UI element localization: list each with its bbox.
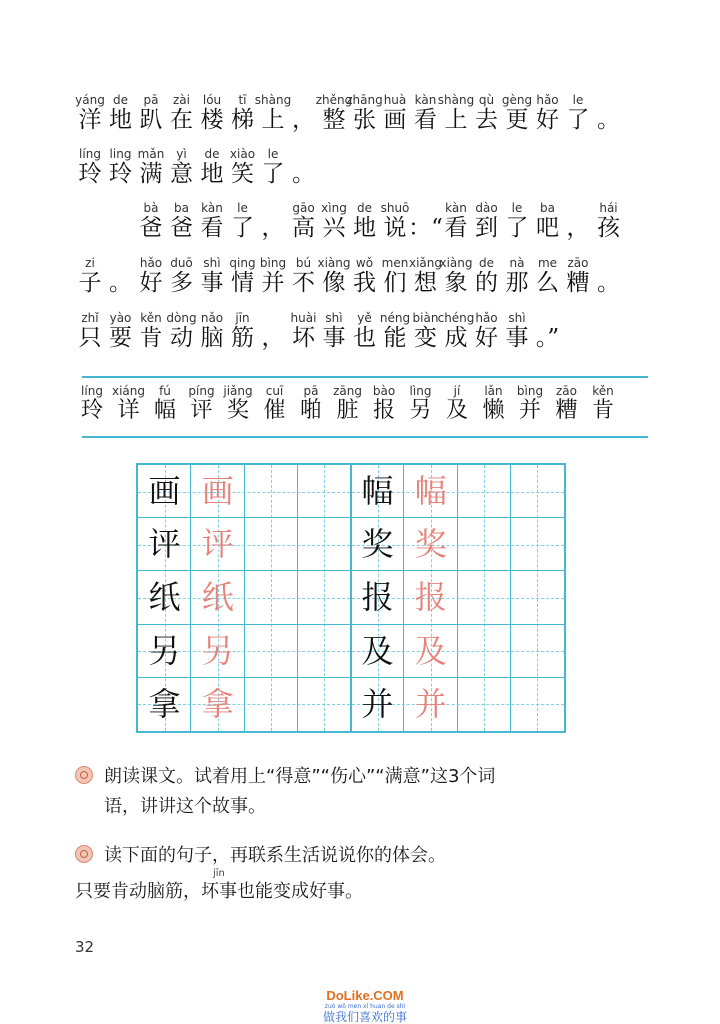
model-character: 并 <box>361 684 394 723</box>
pinyin: de <box>357 201 372 215</box>
pinyin: zhǐ <box>81 311 99 325</box>
hanzi: 了 <box>231 215 254 241</box>
trace-character: 报 <box>414 578 447 617</box>
hanzi: 看 <box>444 215 468 241</box>
hanzi: 像 <box>322 270 346 296</box>
new-word-pinyin: zāng <box>333 384 362 398</box>
pinyin: chéng <box>437 311 475 325</box>
hanzi: 上 <box>261 107 285 133</box>
pinyin: le <box>511 201 523 215</box>
pinyin: hǎo <box>536 93 559 107</box>
hanzi: 整 <box>322 107 346 133</box>
hanzi: 玲 <box>78 161 102 187</box>
hanzi: 了 <box>261 161 285 187</box>
pinyin: xiàng <box>439 256 473 270</box>
hanzi: 。 <box>109 270 132 296</box>
task-bullet-icon <box>75 766 93 784</box>
pinyin: gèng <box>501 93 533 107</box>
hanzi: 那 <box>505 270 529 296</box>
pinyin: kàn <box>414 93 437 107</box>
pinyin: bà <box>143 201 159 215</box>
task-1-line-2: 语，讲讲这个故事。 <box>104 796 266 817</box>
new-word-pinyin: pā <box>303 384 319 398</box>
hanzi: ：“ <box>408 215 443 241</box>
new-word-hanzi: 另 <box>409 398 432 423</box>
new-word-hanzi: 玲 <box>80 398 103 423</box>
hanzi: 多 <box>170 270 193 296</box>
task-2-line-2: 只要肯动脑筋，坏事也能变成好事。 <box>75 881 363 902</box>
new-word-hanzi: 详 <box>117 398 140 423</box>
trace-character: 纸 <box>201 578 234 617</box>
pinyin: shuō <box>380 201 410 215</box>
new-word-hanzi: 懒 <box>482 398 505 423</box>
new-word-pinyin: kěn <box>592 384 614 398</box>
new-words-top-rule <box>82 376 648 378</box>
hanzi: 好 <box>475 325 498 351</box>
pinyin: men <box>381 256 409 270</box>
model-character: 幅 <box>361 472 394 510</box>
new-word-hanzi: 催 <box>263 398 286 423</box>
pinyin: yì <box>176 147 187 161</box>
hanzi: 笑 <box>231 161 254 187</box>
hanzi: 趴 <box>139 107 163 133</box>
pinyin: zhāng <box>346 93 383 107</box>
pinyin: qing <box>229 256 256 270</box>
hanzi: 好 <box>139 270 163 296</box>
pinyin: le <box>572 93 584 107</box>
pinyin: shì <box>325 311 343 325</box>
new-word-hanzi: 啪 <box>299 398 322 423</box>
new-word-pinyin: cuī <box>265 384 284 398</box>
dolike-logo <box>300 988 430 1024</box>
new-word-pinyin: zāo <box>556 384 577 398</box>
hanzi: 要 <box>109 325 132 351</box>
new-word-pinyin: jí <box>453 384 461 398</box>
hanzi: 去 <box>475 107 498 133</box>
hanzi: 我 <box>353 270 376 296</box>
new-word-hanzi: 并 <box>518 398 541 423</box>
hanzi: 画 <box>383 107 407 133</box>
hanzi: 们 <box>383 270 407 296</box>
new-word-pinyin: bào <box>372 384 396 398</box>
pinyin: líng <box>79 147 101 161</box>
trace-character: 奖 <box>414 525 447 564</box>
new-word-hanzi: 脏 <box>336 398 359 423</box>
trace-character: 幅 <box>414 472 447 510</box>
new-word-hanzi: 报 <box>372 398 395 423</box>
hanzi: 。 <box>597 270 620 296</box>
model-character: 奖 <box>361 525 394 564</box>
pinyin: me <box>537 256 558 270</box>
pinyin: gāo <box>292 201 315 215</box>
pinyin: hái <box>599 201 618 215</box>
trace-character: 并 <box>414 684 447 723</box>
hanzi: 肯 <box>139 325 163 351</box>
hanzi: 。 <box>597 107 620 133</box>
trace-character: 及 <box>414 631 447 670</box>
pinyin: shàng <box>254 93 292 107</box>
pinyin: yáng <box>75 93 105 107</box>
hanzi: 不 <box>292 270 315 296</box>
hanzi: ， <box>261 325 285 351</box>
pinyin: ba <box>540 201 555 215</box>
pinyin: kàn <box>201 201 223 215</box>
new-word-hanzi: 糟 <box>555 398 578 423</box>
hanzi: 意 <box>170 161 193 187</box>
hanzi: 看 <box>200 215 224 241</box>
new-word-pinyin: líng <box>81 384 103 398</box>
new-word-hanzi: 幅 <box>153 398 176 423</box>
hanzi: 象 <box>444 270 468 296</box>
task-1-line-1: 朗读课文。试着用上“得意”“伤心”“满意”这3个词 <box>104 766 496 787</box>
pinyin: bìng <box>259 256 287 270</box>
pinyin: ba <box>174 201 189 215</box>
pinyin: hǎo <box>475 311 498 325</box>
hanzi: 地 <box>109 107 132 133</box>
hanzi: 更 <box>505 107 529 133</box>
hanzi: 子 <box>78 270 102 296</box>
pinyin: huài <box>290 311 317 325</box>
pinyin: tī <box>238 93 247 107</box>
model-character: 评 <box>148 525 181 564</box>
hanzi: ， <box>292 107 315 133</box>
pinyin: xiào <box>229 147 256 161</box>
hanzi: 爸 <box>170 215 193 241</box>
passage-line <box>0 311 720 377</box>
pinyin: dào <box>475 201 498 215</box>
hanzi: 洋 <box>78 107 102 133</box>
hanzi: 并 <box>261 270 285 296</box>
pinyin: dòng <box>166 311 197 325</box>
hanzi: 楼 <box>200 107 224 133</box>
pinyin: shì <box>508 311 526 325</box>
hanzi: 高 <box>292 215 315 241</box>
pinyin: nà <box>509 256 525 270</box>
hanzi: 情 <box>231 270 254 296</box>
pinyin: jīn <box>235 311 250 325</box>
pinyin: xìng <box>321 201 347 215</box>
pinyin: yě <box>357 311 372 325</box>
hanzi: 也 <box>353 325 376 351</box>
new-word-pinyin: fú <box>159 384 171 398</box>
pinyin: yào <box>109 311 132 325</box>
hanzi: 地 <box>200 161 224 187</box>
pinyin: kěn <box>140 311 162 325</box>
new-word-hanzi: 及 <box>445 398 468 423</box>
hanzi: 筋 <box>231 325 254 351</box>
hanzi: 张 <box>353 107 376 133</box>
pinyin: lóu <box>202 93 222 107</box>
hanzi: ， <box>566 215 590 241</box>
hanzi: 变 <box>414 325 437 351</box>
new-word-pinyin: xiáng <box>111 384 145 398</box>
pinyin: biàn <box>412 311 439 325</box>
hanzi: 的 <box>475 270 498 296</box>
hanzi: 只 <box>78 325 102 351</box>
hanzi: 坏 <box>292 325 315 351</box>
hanzi: 上 <box>444 107 468 133</box>
hanzi: 吧 <box>536 215 559 241</box>
hanzi: 。” <box>535 325 560 351</box>
page-number: 32 <box>75 938 95 956</box>
new-word-hanzi: 肯 <box>591 398 614 423</box>
hanzi: 兴 <box>322 215 346 241</box>
hanzi: 么 <box>536 270 559 296</box>
new-word-pinyin: lìng <box>409 384 432 398</box>
model-character: 画 <box>148 472 181 510</box>
new-word-hanzi: 奖 <box>226 398 249 423</box>
hanzi: 事 <box>505 325 529 351</box>
hanzi: 好 <box>536 107 559 133</box>
pinyin: mǎn <box>137 147 165 161</box>
pinyin: le <box>237 201 248 215</box>
pinyin: xiǎng <box>408 256 442 270</box>
pinyin: nǎo <box>200 311 224 325</box>
pinyin: zhěng <box>315 93 353 107</box>
new-word-pinyin: bìng <box>516 384 544 398</box>
hanzi: 在 <box>170 107 193 133</box>
pinyin: duō <box>170 256 193 270</box>
model-character: 拿 <box>148 684 181 723</box>
pinyin: hǎo <box>139 256 163 270</box>
model-character: 报 <box>361 578 394 617</box>
task-2-line-1: 读下面的句子，再联系生活说说你的体会。 <box>104 845 446 866</box>
hanzi: 地 <box>353 215 376 241</box>
pinyin: huà <box>383 93 407 107</box>
model-character: 纸 <box>148 578 181 617</box>
pinyin: le <box>267 147 279 161</box>
hanzi: 动 <box>170 325 193 351</box>
new-words-bottom-rule <box>82 436 648 438</box>
pinyin: qù <box>478 93 495 107</box>
logo-tagline: 做我们喜欢的事 <box>322 1010 407 1024</box>
hanzi: 爸 <box>139 215 163 241</box>
trace-character: 画 <box>201 472 234 510</box>
model-character: 另 <box>148 631 181 670</box>
trace-character: 拿 <box>201 684 234 723</box>
hanzi: 了 <box>566 107 590 133</box>
pinyin: zi <box>85 256 95 270</box>
logo-main: DoLike.COM <box>326 988 404 1003</box>
pinyin: wǒ <box>355 256 374 270</box>
model-character: 及 <box>361 631 394 670</box>
pinyin: néng <box>379 311 411 325</box>
pinyin: bú <box>295 256 312 270</box>
new-word-hanzi: 评 <box>190 398 213 423</box>
logo-tagline-pinyin: zuò wǒ men xǐ huan de shì <box>324 1003 406 1010</box>
pinyin: xiàng <box>317 256 351 270</box>
pinyin: zài <box>173 93 190 107</box>
hanzi: 到 <box>475 215 498 241</box>
pinyin: kàn <box>445 201 467 215</box>
hanzi: 梯 <box>231 107 254 133</box>
hanzi: 事 <box>200 270 224 296</box>
pinyin: zāo <box>567 256 589 270</box>
hanzi: 了 <box>505 215 529 241</box>
hanzi: ， <box>261 215 285 241</box>
hanzi: 满 <box>139 161 163 187</box>
hanzi: 。 <box>292 161 315 187</box>
hanzi: 事 <box>322 325 346 351</box>
pinyin: ling <box>109 147 132 161</box>
pinyin: pā <box>143 93 159 107</box>
hanzi: 糟 <box>566 270 590 296</box>
new-word-pinyin: jiǎng <box>223 384 253 398</box>
new-word-pinyin: píng <box>188 384 215 398</box>
pinyin: de <box>479 256 494 270</box>
hanzi: 脑 <box>200 325 224 351</box>
trace-character: 另 <box>201 631 234 670</box>
new-words-row <box>0 384 720 450</box>
pinyin: shì <box>203 256 221 270</box>
task-bullet-icon <box>75 845 93 863</box>
writing-grid <box>136 463 566 733</box>
pinyin: de <box>113 93 128 107</box>
hanzi: 看 <box>414 107 437 133</box>
hanzi: 说 <box>383 215 407 241</box>
hanzi: 成 <box>444 325 468 351</box>
hanzi: 能 <box>383 325 407 351</box>
hanzi: 想 <box>414 270 437 296</box>
new-word-pinyin: lǎn <box>484 384 503 398</box>
trace-character: 评 <box>201 525 234 564</box>
ruby-jin: jīn <box>213 868 225 879</box>
pinyin: de <box>204 147 220 161</box>
hanzi: 孩 <box>597 215 620 241</box>
pinyin: shàng <box>437 93 475 107</box>
hanzi: 玲 <box>109 161 132 187</box>
